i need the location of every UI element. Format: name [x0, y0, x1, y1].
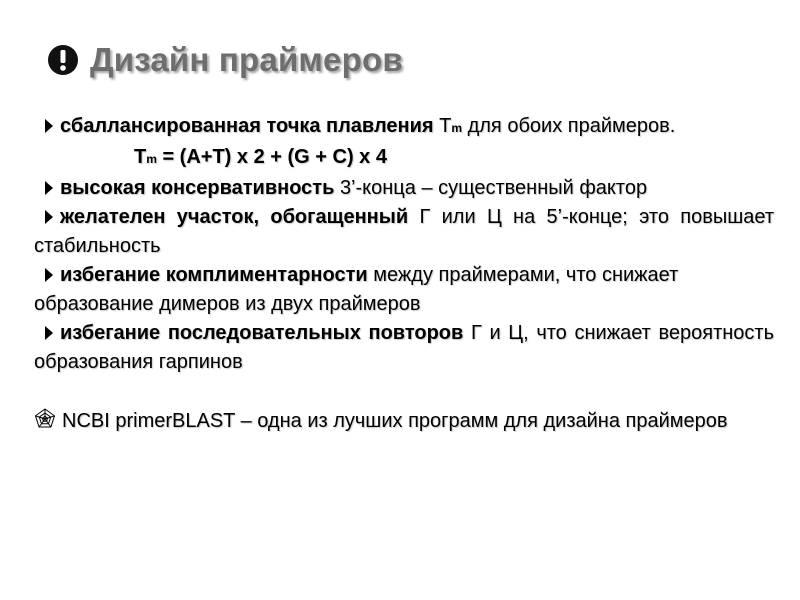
bullet-item-1: [34, 112, 774, 143]
bullet-rest-text: между праймерами, что снижает образование димеров из двух праймеров: [34, 264, 679, 315]
bullet-item-3: [34, 203, 774, 261]
bullet-rest-text: Г и Ц, что снижает вероятность образования гарпинов: [34, 322, 774, 373]
slide-title-row: [46, 36, 403, 84]
bullet-bold-text: избегание последовательных повторов: [60, 322, 464, 344]
tm-formula: Tm = (A+T) x 2 + (G + C) x 4: [134, 146, 387, 168]
arrow-bullet-icon: [45, 210, 53, 224]
bullet-bold-text: сбаллансированная точка плавления: [60, 115, 434, 137]
arrow-bullet-icon: [45, 181, 53, 195]
bullet-bold-text: высокая консервативность: [60, 177, 335, 199]
bullet-item-4: [34, 261, 774, 319]
arrow-bullet-icon: [45, 326, 53, 340]
bullet-item-2: [34, 174, 774, 203]
bullet-rest-text: 3’-конца – существенный фактор: [339, 177, 648, 199]
circled-exclamation-icon: [46, 43, 80, 77]
spacer: [34, 377, 774, 407]
arrow-bullet-icon: [45, 119, 53, 133]
slide-body: [34, 112, 774, 436]
bullet-item-5: [34, 319, 774, 377]
bullet-rest-text: для обоих праймеров.: [467, 115, 676, 137]
footer-note: [34, 407, 774, 436]
slide-title: Дизайн праймеров: [90, 41, 403, 78]
bullet-bold-text: желателен участок, обогащенный: [60, 206, 409, 228]
tm-symbol: Tm: [439, 115, 463, 137]
arrow-bullet-icon: [45, 268, 53, 282]
spider-web-icon: [34, 408, 56, 430]
bullet-bold-text: избегание комплиментарности: [60, 264, 368, 286]
bullet-rest-text: Г или Ц на 5’-конце; это повышает стабильность: [34, 206, 775, 257]
footer-text: NCBI primerBLAST – одна из лучших программ для дизайна праймеров: [62, 410, 728, 432]
